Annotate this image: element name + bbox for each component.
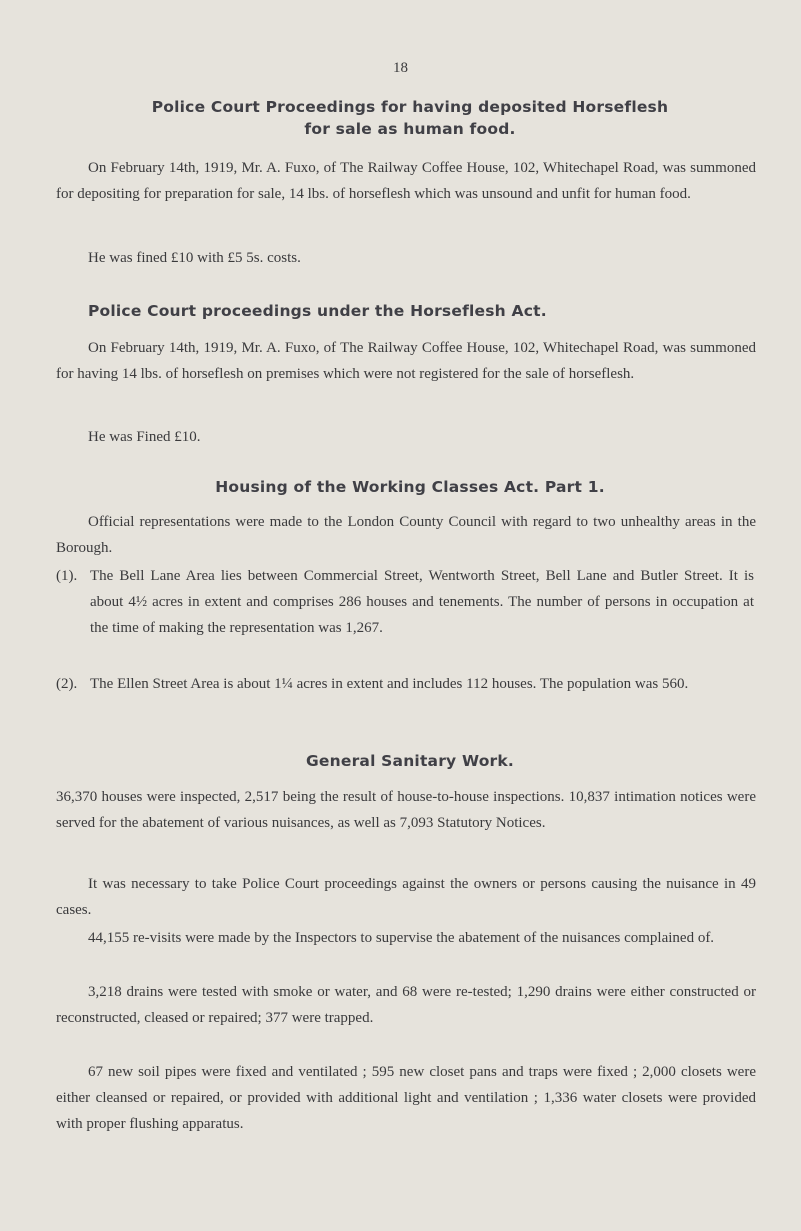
section-heading-horseflesh-sale-line2: for sale as human food. — [304, 120, 516, 138]
paragraph: 3,218 drains were tested with smoke or water, and 68 were re-tested; 1,290 drains were either constructed or reconstructed, cleased or repaired; 377 were trapped. — [56, 984, 756, 1026]
section-heading-housing: Housing of the Working Classes Act. Part 1. — [215, 478, 605, 496]
paragraph: It was necessary to take Police Court proceedings against the owners or persons causing the nuisance in 49 cases. — [56, 876, 756, 918]
list-item — [56, 563, 754, 641]
paragraph: 67 new soil pipes were fixed and ventilated ; 595 new closet pans and traps were fixed ; 2,000 closets were either cleansed or repaired, or provided with additional light and ventilation ; 1,336 water closets were provided with proper flushing apparatus. — [56, 1064, 756, 1132]
list-item-number: (2). — [56, 676, 78, 692]
section-heading-sanitary: General Sanitary Work. — [305, 752, 514, 770]
page-number: 18 — [393, 60, 408, 76]
paragraph: 44,155 re-visits were made by the Inspectors to supervise the abatement of the nuisances complained of. — [88, 930, 715, 946]
section-heading-horseflesh-act: Police Court proceedings under the Horseflesh Act. — [88, 302, 547, 320]
paragraph: He was Fined £10. — [88, 429, 201, 445]
list-item-text: The Bell Lane Area lies between Commercial Street, Wentworth Street, Bell Lane and Butler Street. It is about 4½ acres in extent and comprises 286 houses and tenements. The number of persons in occupation at the time of making the representation was 1,267. — [90, 568, 754, 636]
paragraph: On February 14th, 1919, Mr. A. Fuxo, of The Railway Coffee House, 102, Whitechapel Road, was summoned for depositing for preparation for sale, 14 lbs. of horseflesh which was unsound and unfit for human food. — [56, 160, 756, 202]
list-item-number: (1). — [56, 568, 78, 584]
list-item-text: The Ellen Street Area is about 1¼ acres in extent and includes 112 houses. The population was 560. — [90, 676, 689, 692]
paragraph: On February 14th, 1919, Mr. A. Fuxo, of The Railway Coffee House, 102, Whitechapel Road, was summoned for having 14 lbs. of horseflesh on premises which were not registered for the sale of horseflesh. — [56, 340, 756, 382]
paragraph: Official representations were made to the London County Council with regard to two unhealthy areas in the Borough. — [56, 514, 756, 556]
paragraph: He was fined £10 with £5 5s. costs. — [88, 250, 301, 266]
list-item — [56, 671, 754, 697]
section-heading-horseflesh-sale-line1: Police Court Proceedings for having deposited Horseflesh — [151, 98, 669, 116]
paragraph: 36,370 houses were inspected, 2,517 being the result of house-to-house inspections. 10,837 intimation notices were served for the abatement of various nuisances, as well as 7,093 Statutory Notices. — [56, 789, 756, 831]
